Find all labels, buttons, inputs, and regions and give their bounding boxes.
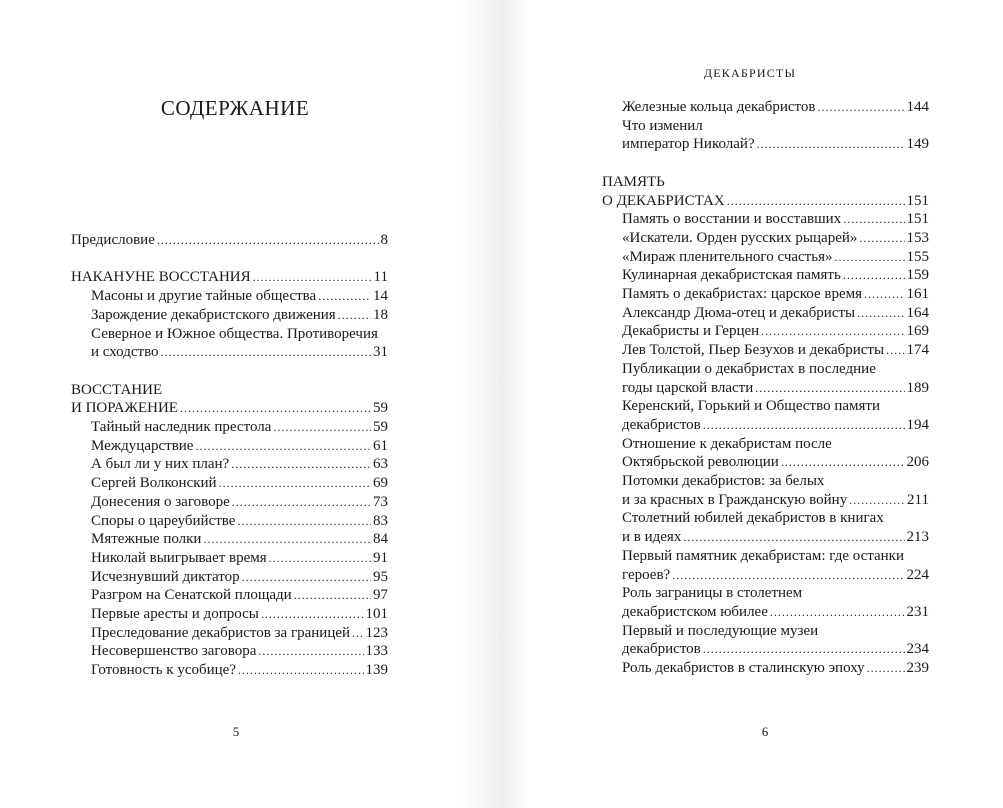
toc-entry-label: Готовность к усобице? bbox=[91, 662, 236, 679]
toc-entry bbox=[71, 474, 388, 493]
toc-entry bbox=[602, 640, 929, 659]
toc-entry-label: и за красных в Гражданскую войну bbox=[622, 491, 848, 508]
toc-entry-label: Железные кольца декабристов bbox=[622, 99, 816, 115]
toc-entry bbox=[71, 661, 388, 680]
toc-entry-page: 61 bbox=[373, 437, 388, 454]
toc-entry-line: Роль заграницы в столетнем bbox=[622, 585, 803, 602]
toc-leader bbox=[161, 343, 371, 362]
toc-entry-page: 161 bbox=[906, 286, 929, 303]
table-of-contents-right bbox=[602, 98, 929, 678]
toc-entry-line: Что изменил bbox=[622, 117, 703, 134]
toc-entry-page: 18 bbox=[373, 306, 388, 323]
toc-entry-label: Преследование декабристов за границей bbox=[91, 624, 351, 641]
toc-entry-label: Лев Толстой, Пьер Безухов и декабристы bbox=[622, 342, 885, 359]
toc-entry-page: 155 bbox=[906, 248, 929, 265]
toc-leader bbox=[843, 210, 904, 229]
toc-entry bbox=[602, 659, 929, 678]
toc-entry-page: 206 bbox=[906, 454, 929, 471]
toc-entry bbox=[602, 322, 929, 341]
toc-entry-label: Донесения о заговоре bbox=[91, 493, 230, 510]
toc-entry-page: 211 bbox=[907, 491, 929, 508]
toc-entry-page: 159 bbox=[906, 267, 929, 284]
toc-entry-page: 97 bbox=[373, 587, 388, 604]
toc-entry bbox=[602, 210, 929, 229]
toc-entry bbox=[602, 98, 929, 117]
toc-entry bbox=[71, 306, 388, 325]
toc-entry-label: Память о декабристах: царское время bbox=[622, 286, 863, 303]
toc-entry bbox=[71, 287, 388, 306]
toc-entry-label: декабристов bbox=[622, 416, 701, 433]
toc-entry-page: 123 bbox=[365, 624, 388, 641]
toc-entry-page: 239 bbox=[906, 660, 929, 677]
toc-entry-page: 11 bbox=[373, 269, 388, 286]
toc-leader bbox=[859, 229, 904, 248]
toc-entry-page: 84 bbox=[373, 531, 388, 548]
toc-entry-label: «Искатели. Орден русских рыцарей» bbox=[622, 229, 858, 246]
toc-entry bbox=[71, 586, 388, 605]
toc-leader bbox=[261, 605, 364, 624]
toc-leader bbox=[867, 659, 905, 678]
toc-entry bbox=[602, 135, 929, 154]
toc-entry bbox=[602, 248, 929, 267]
toc-section-line: ПАМЯТЬ bbox=[602, 173, 665, 190]
toc-entry-page: 133 bbox=[365, 643, 388, 660]
toc-entry bbox=[602, 229, 929, 248]
toc-entry-page: 63 bbox=[373, 456, 388, 473]
toc-leader bbox=[770, 603, 905, 622]
toc-entry bbox=[71, 455, 388, 474]
toc-entry-label: император Николай? bbox=[622, 136, 755, 153]
toc-entry-page: 31 bbox=[373, 344, 388, 361]
page-title: СОДЕРЖАНИЕ bbox=[160, 96, 310, 120]
toc-entry-line: Первый памятник декабристам: где останки bbox=[622, 547, 904, 564]
toc-entry bbox=[602, 453, 929, 472]
toc-entry-label: героев? bbox=[622, 566, 671, 583]
toc-entry-page: 194 bbox=[906, 416, 929, 433]
toc-entry-label: Исчезнувший диктатор bbox=[91, 568, 240, 585]
toc-entry-label: Октябрьской революции bbox=[622, 454, 779, 471]
toc-leader bbox=[238, 661, 364, 680]
toc-section bbox=[602, 192, 929, 211]
toc-entry-page: 73 bbox=[373, 493, 388, 510]
toc-leader bbox=[273, 418, 371, 437]
toc-leader bbox=[318, 287, 371, 306]
toc-entry-label: И ПОРАЖЕНИЕ bbox=[71, 400, 178, 417]
toc-entry-page: 69 bbox=[373, 475, 388, 492]
toc-entry-label: Александр Дюма-отец и декабристы bbox=[622, 304, 856, 321]
toc-entry-page: 231 bbox=[906, 603, 929, 620]
toc-leader bbox=[857, 304, 904, 323]
toc-entry-label: А был ли у них план? bbox=[91, 456, 230, 473]
toc-entry bbox=[602, 603, 929, 622]
page-number: 6 bbox=[761, 724, 769, 739]
toc-entry bbox=[602, 528, 929, 547]
toc-entry-line: Керенский, Горький и Общество памяти bbox=[622, 398, 880, 415]
toc-entry-label: Память о восстании и восставших bbox=[622, 211, 842, 228]
toc-entry-label: и в идеях bbox=[622, 529, 682, 546]
toc-leader bbox=[757, 135, 905, 154]
toc-entry-label: Первые аресты и допросы bbox=[91, 606, 259, 623]
toc-entry bbox=[71, 231, 388, 250]
toc-entry-label: Декабристы и Герцен bbox=[622, 323, 760, 340]
toc-leader bbox=[761, 322, 904, 341]
toc-entry bbox=[602, 416, 929, 435]
toc-entry-page: 151 bbox=[906, 192, 929, 209]
toc-entry bbox=[602, 566, 929, 585]
toc-entry-label: Николай выигрывает время bbox=[91, 549, 267, 566]
toc-entry bbox=[602, 341, 929, 360]
toc-leader bbox=[727, 192, 905, 211]
toc-entry-page: 91 bbox=[373, 549, 388, 566]
toc-entry-page: 144 bbox=[906, 99, 929, 115]
toc-entry-label: «Мираж пленительного счастья» bbox=[622, 248, 833, 265]
toc-entry bbox=[71, 512, 388, 531]
toc-entry-page: 101 bbox=[365, 606, 388, 623]
toc-leader bbox=[703, 416, 905, 435]
toc-entry bbox=[71, 642, 388, 661]
toc-entry-page: 189 bbox=[906, 379, 929, 396]
toc-leader bbox=[253, 268, 372, 287]
toc-entry-page: 59 bbox=[373, 400, 388, 417]
toc-entry-label: декабристском юбилее bbox=[622, 603, 768, 620]
toc-entry-label: Споры о цареубийстве bbox=[91, 512, 236, 529]
toc-entry-label: и сходство bbox=[91, 344, 159, 361]
toc-entry-label: Роль декабристов в сталинскую эпоху bbox=[622, 660, 865, 677]
toc-leader bbox=[755, 379, 904, 398]
toc-leader bbox=[237, 512, 371, 531]
toc-entry-label: Разгром на Сенатской площади bbox=[91, 587, 292, 604]
toc-section bbox=[71, 268, 388, 287]
toc-entry bbox=[602, 304, 929, 323]
toc-leader bbox=[886, 341, 904, 360]
toc-section-line: ВОССТАНИЕ bbox=[71, 381, 163, 398]
toc-leader bbox=[242, 568, 371, 587]
toc-entry-label: Масоны и другие тайные общества bbox=[91, 288, 317, 305]
toc-entry-page: 139 bbox=[365, 662, 388, 679]
right-page bbox=[500, 0, 1003, 808]
toc-entry-page: 151 bbox=[906, 211, 929, 228]
toc-leader bbox=[294, 586, 371, 605]
toc-entry-label: Несовершенство заговора bbox=[91, 643, 257, 660]
toc-leader bbox=[703, 640, 905, 659]
toc-entry-line: Публикации о декабристах в последние bbox=[622, 360, 876, 377]
toc-entry-page: 8 bbox=[380, 232, 388, 248]
toc-leader bbox=[180, 399, 371, 418]
toc-leader bbox=[683, 528, 904, 547]
toc-entry-page: 59 bbox=[373, 419, 388, 435]
toc-entry-label: декабристов bbox=[622, 641, 701, 658]
toc-section bbox=[71, 399, 388, 418]
toc-leader bbox=[195, 437, 371, 456]
toc-entry-page: 149 bbox=[906, 136, 929, 153]
toc-entry-line: Северное и Южное общества. Противоречия bbox=[91, 325, 378, 342]
toc-entry-label: Зарождение декабристского движения bbox=[91, 306, 336, 323]
toc-entry bbox=[602, 266, 929, 285]
toc-leader bbox=[338, 306, 371, 325]
toc-entry-label: Тайный наследник престола bbox=[91, 419, 272, 435]
toc-leader bbox=[849, 491, 905, 510]
toc-entry-label: Сергей Волконский bbox=[91, 475, 217, 492]
toc-entry-line: Столетний юбилей декабристов в книгах bbox=[622, 510, 884, 527]
toc-leader bbox=[781, 453, 905, 472]
toc-entry bbox=[71, 418, 388, 437]
toc-leader bbox=[672, 566, 904, 585]
toc-leader bbox=[157, 231, 379, 250]
toc-entry-label: Мятежные полки bbox=[91, 531, 202, 548]
toc-entry-page: 234 bbox=[906, 641, 929, 658]
toc-leader bbox=[219, 474, 371, 493]
toc-entry-page: 224 bbox=[906, 566, 929, 583]
toc-entry-page: 153 bbox=[906, 229, 929, 246]
toc-entry bbox=[602, 379, 929, 398]
toc-entry-page: 169 bbox=[906, 323, 929, 340]
toc-entry bbox=[71, 437, 388, 456]
running-head: ДЕКАБРИСТЫ bbox=[703, 66, 797, 80]
toc-leader bbox=[864, 285, 904, 304]
page-number: 5 bbox=[232, 724, 240, 739]
toc-entry bbox=[602, 491, 929, 510]
toc-entry bbox=[71, 493, 388, 512]
toc-entry bbox=[71, 568, 388, 587]
toc-entry-label: годы царской власти bbox=[622, 379, 754, 396]
toc-leader bbox=[843, 266, 905, 285]
toc-entry-label: Междуцарствие bbox=[91, 437, 194, 454]
toc-entry-page: 213 bbox=[906, 529, 929, 546]
toc-entry-label: Предисловие bbox=[71, 232, 155, 248]
toc-leader bbox=[269, 549, 371, 568]
toc-entry-page: 95 bbox=[373, 568, 388, 585]
toc-entry bbox=[71, 624, 388, 643]
toc-leader bbox=[231, 455, 371, 474]
toc-entry bbox=[71, 605, 388, 624]
toc-leader bbox=[817, 98, 904, 117]
toc-entry-label: Кулинарная декабристская память bbox=[622, 267, 841, 284]
toc-entry-page: 164 bbox=[906, 304, 929, 321]
toc-entry bbox=[602, 285, 929, 304]
toc-entry-label: НАКАНУНЕ ВОССТАНИЯ bbox=[71, 269, 251, 286]
left-page bbox=[0, 0, 500, 808]
toc-leader bbox=[352, 624, 363, 643]
toc-entry-page: 14 bbox=[373, 288, 388, 305]
toc-leader bbox=[232, 493, 371, 512]
toc-leader bbox=[258, 642, 363, 661]
toc-entry-label: О ДЕКАБРИСТАХ bbox=[602, 192, 725, 209]
toc-entry bbox=[71, 530, 388, 549]
toc-entry-page: 83 bbox=[373, 512, 388, 529]
toc-leader bbox=[834, 248, 904, 267]
toc-entry-line: Потомки декабристов: за белых bbox=[622, 473, 825, 490]
toc-entry-line: Отношение к декабристам после bbox=[622, 435, 832, 452]
toc-leader bbox=[203, 530, 371, 549]
toc-entry-line: Первый и последующие музеи bbox=[622, 622, 819, 639]
toc-entry bbox=[71, 549, 388, 568]
toc-entry-page: 174 bbox=[906, 342, 929, 359]
toc-entry bbox=[71, 343, 388, 362]
table-of-contents-left bbox=[71, 231, 388, 680]
